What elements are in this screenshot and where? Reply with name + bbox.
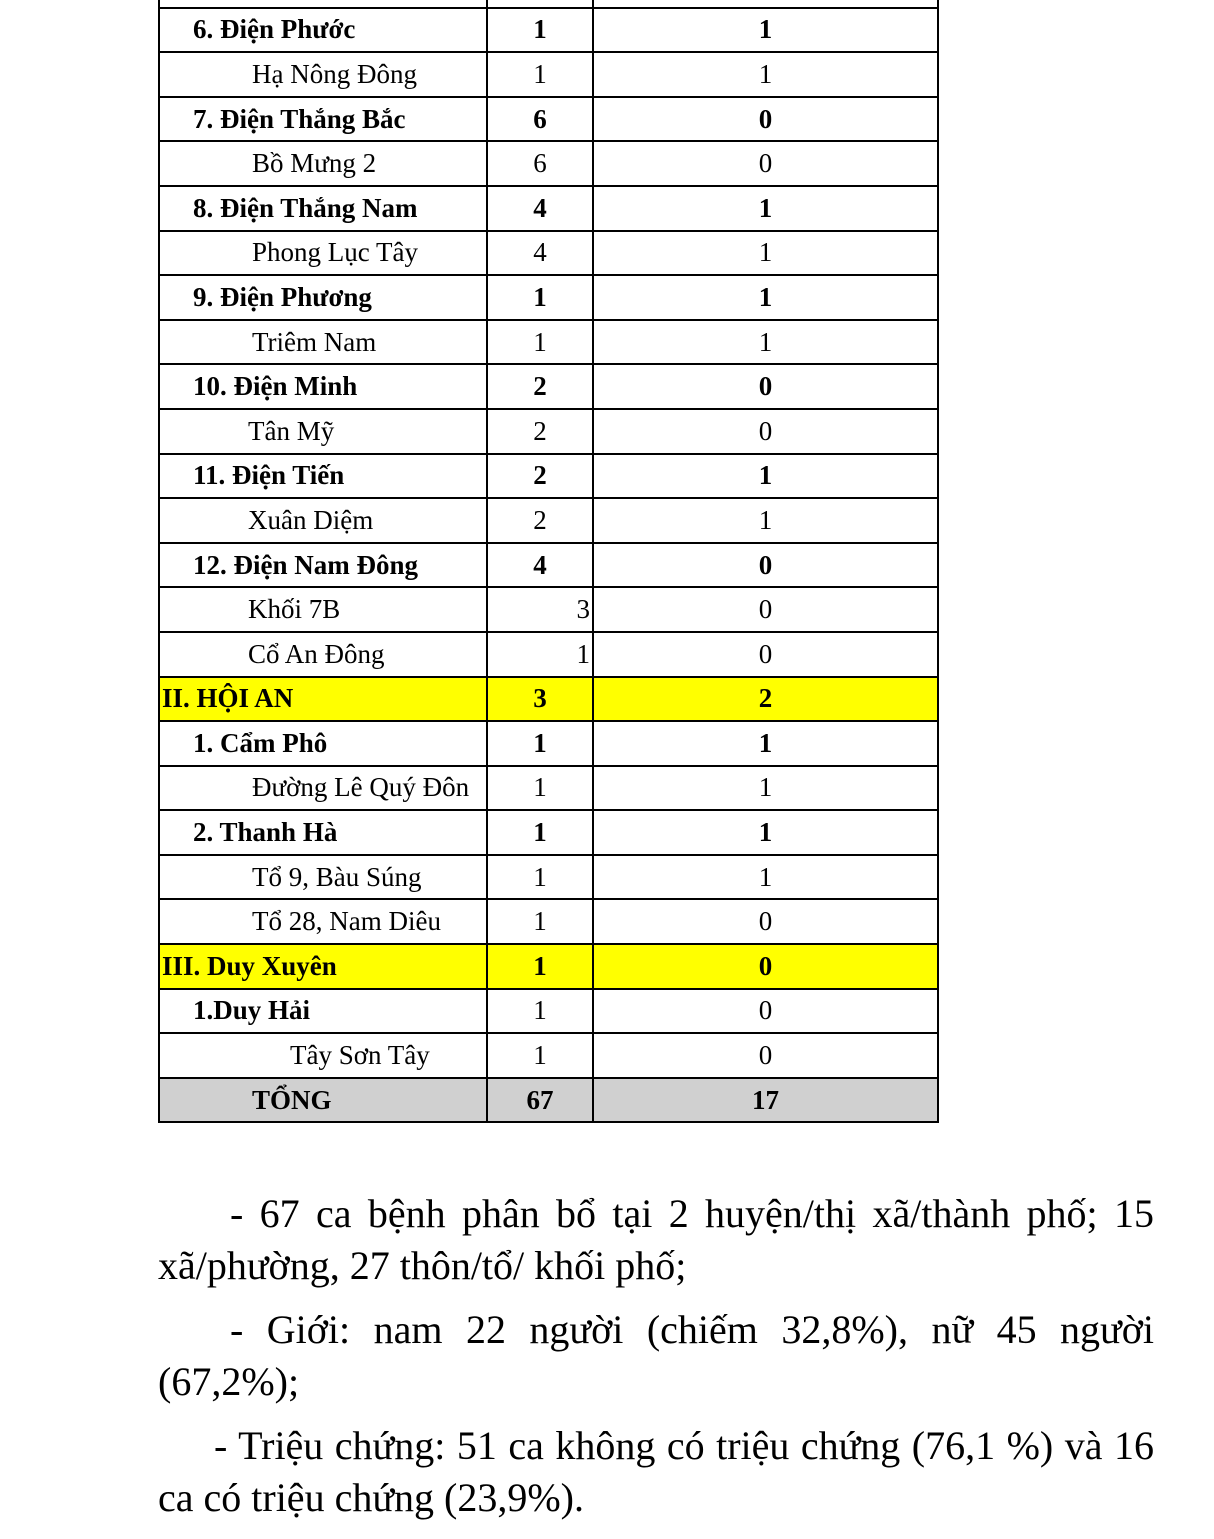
row-name: Xuân Diệm <box>159 498 487 543</box>
row-value-a: 6 <box>487 141 593 186</box>
table-row <box>159 810 938 855</box>
row-name: Tân Mỹ <box>159 409 487 454</box>
row-name: Phong Lục Tây <box>159 231 487 276</box>
row-name: 8. Điện Thắng Nam <box>159 186 487 231</box>
row-value-b: 1 <box>593 275 938 320</box>
table-row <box>159 409 938 454</box>
row-value-b: 1 <box>593 320 938 365</box>
table-row <box>159 186 938 231</box>
row-value-a: 2 <box>487 498 593 543</box>
row-value-a: 6 <box>487 97 593 142</box>
row-value-a: 1 <box>487 632 593 677</box>
total-label: TỔNG <box>159 1078 487 1123</box>
row-name: Khối 7B <box>159 587 487 632</box>
row-name: II. HỘI AN <box>159 677 487 722</box>
row-value-b: 0 <box>593 1033 938 1078</box>
total-value-a: 67 <box>487 1078 593 1123</box>
summary-paragraphs <box>158 1188 1154 1536</box>
table-row <box>159 899 938 944</box>
row-value-b: 0 <box>593 632 938 677</box>
table-row <box>159 989 938 1034</box>
row-name: 11. Điện Tiến <box>159 454 487 499</box>
row-value-b: 1 <box>593 186 938 231</box>
total-row <box>159 1078 938 1123</box>
table-row <box>159 0 938 8</box>
row-name: Cổ An Đông <box>159 632 487 677</box>
row-value-b: 0 <box>593 364 938 409</box>
table-row <box>159 364 938 409</box>
row-value-a: 1 <box>487 989 593 1034</box>
row-value-a: 4 <box>487 231 593 276</box>
row-value-a: 1 <box>487 8 593 53</box>
table-row <box>159 855 938 900</box>
row-name: Triêm Nam <box>159 320 487 365</box>
row-name: III. Duy Xuyên <box>159 944 487 989</box>
row-name: Tổ 28, Nam Diêu <box>159 899 487 944</box>
row-value-b: 1 <box>593 810 938 855</box>
table-row <box>159 97 938 142</box>
row-value-a: 1 <box>487 810 593 855</box>
row-value-a: 1 <box>487 766 593 811</box>
row-value-b: 0 <box>593 543 938 588</box>
table-row <box>159 766 938 811</box>
row-value-b: 1 <box>593 52 938 97</box>
row-value-a: 3 <box>487 587 593 632</box>
table-row <box>159 52 938 97</box>
row-value-a: 4 <box>487 186 593 231</box>
row-name: 10. Điện Minh <box>159 364 487 409</box>
table-row <box>159 543 938 588</box>
table-row <box>159 944 938 989</box>
row-value-b: 2 <box>593 677 938 722</box>
row-value-a: 1 <box>487 52 593 97</box>
table-row <box>159 275 938 320</box>
row-value-a: 3 <box>487 677 593 722</box>
table-row <box>159 8 938 53</box>
row-name: 2. Thanh Hà <box>159 810 487 855</box>
row-value-a: 1 <box>487 944 593 989</box>
symptoms-paragraph: - Triệu chứng: 51 ca không có triệu chứng (76,1 %) và 16 ca có triệu chứng (23,9%). <box>158 1423 1154 1520</box>
row-value-b: 0 <box>593 944 938 989</box>
total-value-b: 17 <box>593 1078 938 1123</box>
row-name: 9. Điện Phương <box>159 275 487 320</box>
row-value-b: 1 <box>593 766 938 811</box>
row-name: 12. Điện Nam Đông <box>159 543 487 588</box>
cases-table-container <box>158 0 939 1123</box>
row-value-b: 1 <box>593 498 938 543</box>
row-value-b: 0 <box>593 989 938 1034</box>
row-name <box>159 0 487 8</box>
row-value-a: 2 <box>487 364 593 409</box>
row-name: 6. Điện Phước <box>159 8 487 53</box>
row-value-a: 1 <box>487 855 593 900</box>
table-row <box>159 677 938 722</box>
row-value-b: 0 <box>593 899 938 944</box>
row-name: Đường Lê Quý Đôn <box>159 766 487 811</box>
row-name: Tổ 9, Bàu Súng <box>159 855 487 900</box>
row-value-b: 1 <box>593 721 938 766</box>
table-row <box>159 454 938 499</box>
row-value-a: 1 <box>487 721 593 766</box>
row-value-a: 1 <box>487 1033 593 1078</box>
table-row <box>159 721 938 766</box>
distribution-paragraph: - 67 ca bệnh phân bổ tại 2 huyện/thị xã/thành phố; 15 xã/phường, 27 thôn/tổ/ khối phố; <box>158 1191 1154 1288</box>
table-row <box>159 141 938 186</box>
row-value-b: 0 <box>593 587 938 632</box>
row-value-b: 1 <box>593 855 938 900</box>
table-row <box>159 587 938 632</box>
row-name: Bồ Mưng 2 <box>159 141 487 186</box>
row-name: 1. Cẩm Phô <box>159 721 487 766</box>
table-row <box>159 320 938 365</box>
row-value-a: 4 <box>487 543 593 588</box>
row-name: 1.Duy Hải <box>159 989 487 1034</box>
row-value-a <box>487 0 593 8</box>
table-row <box>159 1033 938 1078</box>
row-value-b: 0 <box>593 97 938 142</box>
row-value-b <box>593 0 938 8</box>
cases-table <box>158 0 939 1123</box>
row-value-a: 2 <box>487 454 593 499</box>
row-value-b: 1 <box>593 454 938 499</box>
row-value-a: 1 <box>487 275 593 320</box>
row-name: 7. Điện Thắng Bắc <box>159 97 487 142</box>
table-row <box>159 231 938 276</box>
row-name: Hạ Nông Đông <box>159 52 487 97</box>
row-value-b: 1 <box>593 231 938 276</box>
row-value-b: 1 <box>593 8 938 53</box>
table-row <box>159 632 938 677</box>
table-row <box>159 498 938 543</box>
row-value-a: 2 <box>487 409 593 454</box>
row-value-b: 0 <box>593 409 938 454</box>
row-name: Tây Sơn Tây <box>159 1033 487 1078</box>
gender-paragraph: - Giới: nam 22 người (chiếm 32,8%), nữ 45 người (67,2%); <box>158 1307 1154 1404</box>
row-value-a: 1 <box>487 899 593 944</box>
row-value-b: 0 <box>593 141 938 186</box>
row-value-a: 1 <box>487 320 593 365</box>
